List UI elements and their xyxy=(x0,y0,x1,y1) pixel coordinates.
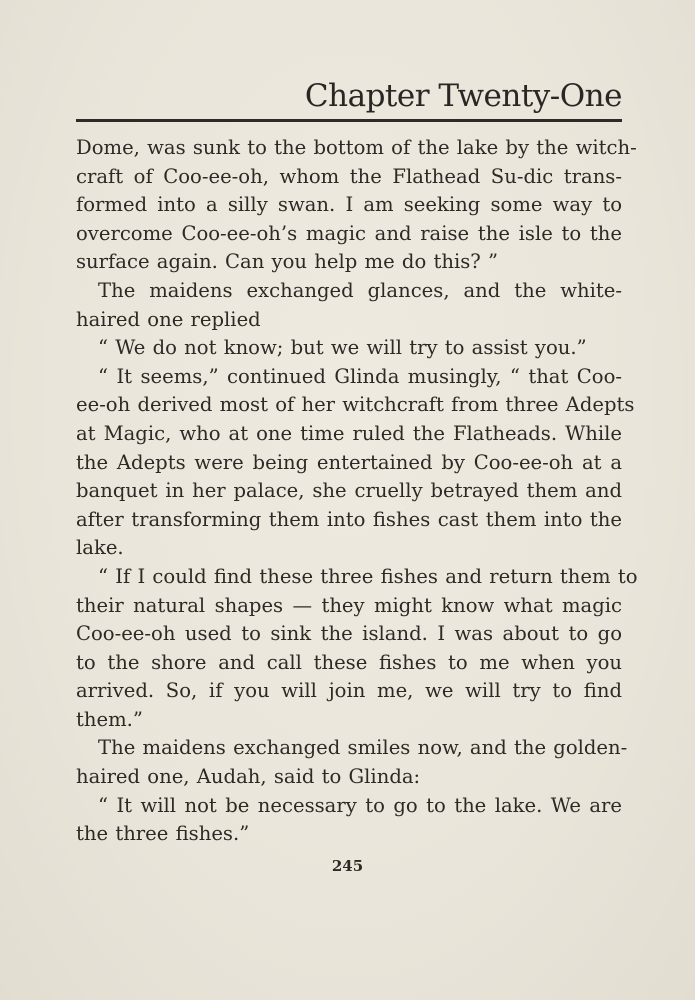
text-line: them.” xyxy=(76,707,143,731)
text-line: haired one, Audah, said to Glinda: xyxy=(76,765,421,789)
chapter-title: Chapter Twenty-One xyxy=(304,78,622,114)
text-line: The maidens exchanged smiles now, and the golden- xyxy=(98,736,628,760)
text-line: the Adepts were being entertained by Coo-ee-oh at a xyxy=(76,450,622,474)
text-line: “ It will not be necessary to go to the lake. We are xyxy=(98,793,622,817)
text-line: craft of Coo-ee-oh, whom the Flathead Su-dic trans- xyxy=(76,164,622,188)
text-line: Dome, was sunk to the bottom of the lake by the witch- xyxy=(76,136,637,159)
text-line: at Magic, who at one time ruled the Flatheads. While xyxy=(76,421,622,445)
text-line: Coo-ee-oh used to sink the island. I was about to go xyxy=(76,622,622,646)
text-line: banquet in her palace, she cruelly betrayed them and xyxy=(76,479,622,503)
text-line: after transforming them into fishes cast them into the xyxy=(76,507,622,531)
text-line: to the shore and call these fishes to me when you xyxy=(76,650,622,674)
text-line: arrived. So, if you will join me, we will try to find xyxy=(76,679,622,703)
text-line: lake. xyxy=(76,536,124,560)
text-line: haired one replied xyxy=(76,307,261,331)
text-line: overcome Coo-ee-oh’s magic and raise the isle to the xyxy=(76,221,622,245)
text-line: ee-oh derived most of her witchcraft from three Adepts xyxy=(76,393,635,417)
chapter-header xyxy=(76,76,622,116)
text-line: “ If I could find these three fishes and return them to xyxy=(98,564,638,588)
header-rule xyxy=(76,119,622,122)
text-line: “ It seems,” continued Glinda musingly, “ that Coo- xyxy=(98,364,622,388)
text-line: surface again. Can you help me do this? ” xyxy=(76,250,499,274)
text-line: their natural shapes — they might know what magic xyxy=(76,593,622,617)
text-line: “ We do not know; but we will try to assist you.” xyxy=(98,336,587,360)
text-line: The maidens exchanged glances, and the white- xyxy=(98,278,622,302)
text-line: the three fishes.” xyxy=(76,822,250,846)
body-text xyxy=(76,134,638,849)
text-line: formed into a silly swan. I am seeking some way to xyxy=(76,193,622,217)
page-number: 245 xyxy=(331,857,364,875)
